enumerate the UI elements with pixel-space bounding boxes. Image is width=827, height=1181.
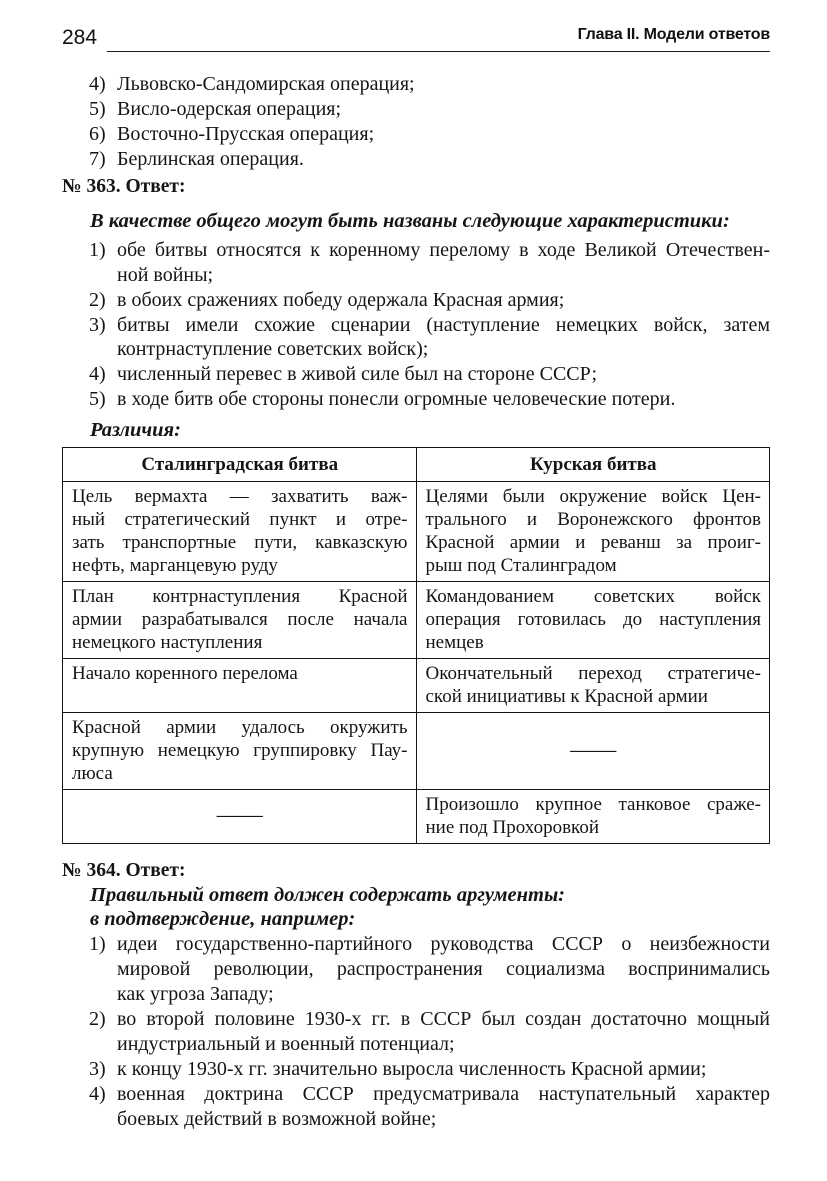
list-number: 3) xyxy=(89,1057,106,1080)
answer-363-heading: № 363. Ответ: xyxy=(62,176,186,197)
list-item xyxy=(89,1082,770,1132)
cell-line: нефть, марганцевую руду xyxy=(72,554,278,576)
list-number: 2) xyxy=(89,1007,106,1030)
list-line: Висло-одерская операция; xyxy=(117,98,342,120)
cell-line: зать транспортные пути, кавказскую xyxy=(72,531,408,553)
list-line: боевых действий в возможной войне; xyxy=(117,1107,437,1130)
list-item-text xyxy=(117,122,770,147)
cell-line: Окончательный переход стратегиче- xyxy=(425,662,761,684)
empty-dash: —— xyxy=(570,736,617,762)
list-number: 4) xyxy=(89,1082,106,1105)
table-cell-kursk-empty xyxy=(416,712,770,789)
chapter-title: Глава II. Модели ответов xyxy=(577,26,770,43)
list-line: обе битвы относятся к коренному перелому в ходе Великой Отечествен- xyxy=(117,239,770,261)
list-item-text xyxy=(117,1082,770,1132)
table-cell-stalingrad xyxy=(63,481,417,581)
header-rule xyxy=(107,22,770,52)
list-number: 5) xyxy=(89,98,106,120)
page-body xyxy=(62,72,770,1132)
list-line: контрнаступление советских войск); xyxy=(117,338,429,360)
list-item-text xyxy=(117,387,770,412)
table-cell-kursk xyxy=(416,658,770,712)
list-number: 4) xyxy=(89,73,106,95)
list-line: Восточно-Прусская операция; xyxy=(117,123,375,145)
list-line: битвы имели схожие сценарии (наступление немецких войск, затем xyxy=(117,313,770,336)
cell-line: рыш под Сталинградом xyxy=(425,554,617,576)
answer-364-intro-line: в подтверждение, например: xyxy=(90,907,356,930)
cell-line: ской инициативы к Красной армии xyxy=(425,685,708,707)
list-number: 3) xyxy=(89,313,106,336)
table-row xyxy=(63,712,770,789)
cell-line: Красной армии и реванш за проиг- xyxy=(425,531,761,553)
list-item-text xyxy=(117,932,770,1007)
list-item-text xyxy=(117,238,770,287)
cell-line: ный стратегический пункт и отре- xyxy=(72,508,408,530)
cell-line: трального и Воронежского фронтов xyxy=(425,508,761,530)
list-line: индустриальный и военный потенциал; xyxy=(117,1032,455,1055)
list-item-text xyxy=(117,1057,770,1082)
list-item xyxy=(89,1057,770,1082)
list-item xyxy=(89,122,770,147)
table-cell-stalingrad-empty xyxy=(63,789,417,843)
page-header xyxy=(62,22,770,52)
list-item-text xyxy=(117,72,770,97)
table-row xyxy=(63,658,770,712)
list-item xyxy=(89,932,770,1007)
empty-dash: —— xyxy=(216,802,263,827)
table-row xyxy=(63,481,770,581)
list-item xyxy=(89,1007,770,1057)
answer-363-intro: В качестве общего могут быть названы следующие характеристики: xyxy=(90,210,730,232)
answer-364-intro-line: Правильный ответ должен содержать аргументы: xyxy=(90,883,566,906)
list-item-text xyxy=(117,288,770,313)
list-item xyxy=(89,288,770,313)
list-number: 1) xyxy=(89,239,106,261)
list-item xyxy=(89,362,770,387)
cell-line: Командованием советских войск xyxy=(425,585,761,607)
cell-line: немцев xyxy=(425,631,484,653)
table-row xyxy=(63,789,770,843)
arguments-list xyxy=(62,932,770,1132)
list-number: 5) xyxy=(89,388,106,410)
table-row xyxy=(63,581,770,658)
cell-line: операция готовилась до наступления xyxy=(425,608,761,630)
list-line: в обоих сражениях победу одержала Красная армия; xyxy=(117,288,565,311)
list-line: как угроза Западу; xyxy=(117,982,274,1005)
answer-364-heading: № 364. Ответ: xyxy=(62,859,186,881)
cell-line: Красной армии удалось окружить xyxy=(72,716,408,738)
list-item-text xyxy=(117,97,770,122)
list-number: 4) xyxy=(89,363,106,385)
list-number: 7) xyxy=(89,148,106,170)
cell-line: План контрнаступления Красной xyxy=(72,585,408,607)
list-line: Львовско-Сандомирская операция; xyxy=(117,73,415,95)
table-cell-stalingrad xyxy=(63,581,417,658)
list-item xyxy=(89,72,770,97)
table-cell-kursk xyxy=(416,481,770,581)
table-cell-stalingrad xyxy=(63,712,417,789)
cell-line: Начало коренного перелома xyxy=(72,662,298,684)
cell-line: Произошло крупное танковое сраже- xyxy=(425,793,761,815)
table-cell-kursk xyxy=(416,789,770,843)
list-item-text xyxy=(117,362,770,387)
cell-line: армии разрабатывался после начала xyxy=(72,608,408,630)
page-number: 284 xyxy=(62,26,98,49)
list-number: 2) xyxy=(89,288,106,311)
list-item xyxy=(89,313,770,362)
list-line: Берлинская операция. xyxy=(117,148,304,170)
cell-line: немецкого наступления xyxy=(72,631,263,653)
list-number: 1) xyxy=(89,932,106,955)
list-item xyxy=(89,97,770,122)
list-item xyxy=(89,147,770,172)
table-header-row xyxy=(63,447,770,481)
list-line: во второй половине 1930-х гг. в СССР был создан достаточно мощный xyxy=(117,1007,770,1030)
cell-line: ние под Прохоровкой xyxy=(425,816,599,838)
list-line: к концу 1930-х гг. значительно выросла численность Красной армии; xyxy=(117,1057,707,1080)
cell-line: люса xyxy=(72,762,113,784)
differences-label: Различия: xyxy=(90,418,181,441)
list-line: численный перевес в живой силе был на стороне СССР; xyxy=(117,363,598,385)
list-line: в ходе битв обе стороны понесли огромные человеческие потери. xyxy=(117,388,676,410)
cell-line: крупную немецкую группировку Пау- xyxy=(72,739,408,761)
list-item-text xyxy=(117,147,770,172)
list-number: 6) xyxy=(89,123,106,145)
list-line: военная доктрина СССР предусматривала наступательный характер xyxy=(117,1082,770,1105)
table-cell-stalingrad xyxy=(63,658,417,712)
column-header-kursk: Курская битва xyxy=(416,447,770,481)
list-item-text xyxy=(117,1007,770,1057)
list-item-text xyxy=(117,313,770,362)
cell-line: Целями были окружение войск Цен- xyxy=(425,485,761,507)
list-line: мировой революции, распространения социализма воспринимались xyxy=(117,957,770,980)
list-item xyxy=(89,238,770,287)
table-cell-kursk xyxy=(416,581,770,658)
column-header-stalingrad: Сталинградская битва xyxy=(63,447,417,481)
list-line: идеи государственно-партийного руководства СССР о неизбежности xyxy=(117,932,770,955)
cell-line: Цель вермахта — захватить важ- xyxy=(72,485,408,507)
differences-table xyxy=(62,447,770,844)
list-item xyxy=(89,387,770,412)
common-features-list xyxy=(62,238,770,412)
operations-list xyxy=(62,72,770,172)
list-line: ной войны; xyxy=(117,263,214,286)
